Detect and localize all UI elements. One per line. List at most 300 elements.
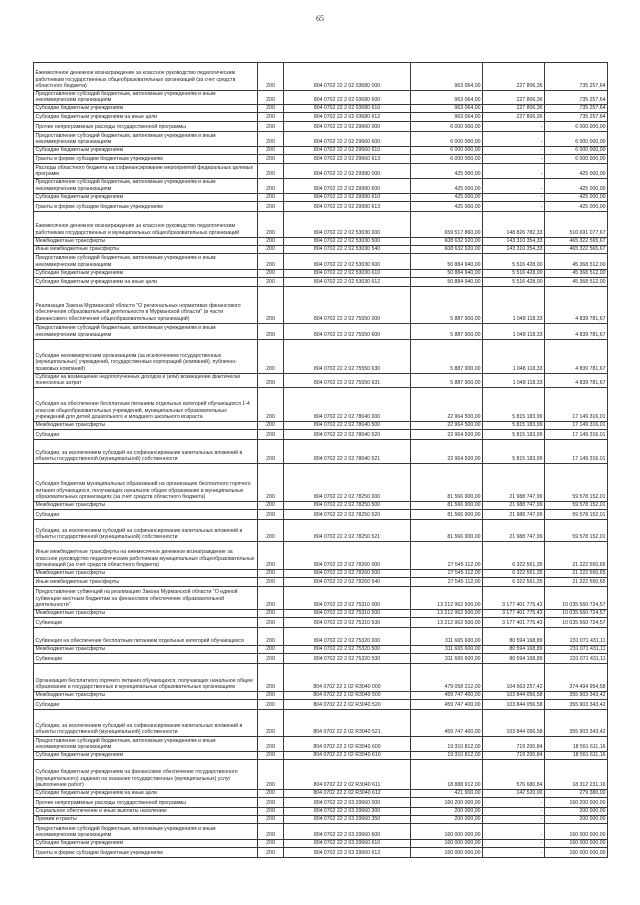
- row-classification-code: 804 0702 22 2 02 29660 613: [284, 155, 411, 164]
- row-classification-code: 804 0702 22 2 02 78040 521: [284, 439, 411, 463]
- table-row: [34, 519, 608, 541]
- row-description: Предоставление субсидий бюджетным, автономным учреждениям и иным некоммерческим организациям: [34, 91, 258, 105]
- remaining-amount: 17 149 316,01: [545, 387, 608, 421]
- executed-amount: 1 048 118,33: [483, 339, 545, 373]
- row-description: Предоставление субсидий бюджетным, автономным учреждениям и иным некоммерческим организациям: [34, 823, 258, 839]
- row-description: Предоставление субсидий бюджетным, автономным учреждениям и иным некоммерческим организациям: [34, 253, 258, 269]
- row-classification-code: 804 0702 22 2 02 03680 600: [284, 91, 411, 105]
- row-line-code: 200: [258, 105, 284, 113]
- remaining-amount: 6 000 000,00: [545, 122, 608, 132]
- row-description: Гранты в форме субсидии бюджетным учреждениям: [34, 847, 258, 857]
- remaining-amount: 59 578 152,01: [545, 501, 608, 509]
- assigned-amount: 50 884 940,00: [411, 253, 483, 269]
- row-line-code: 200: [258, 201, 284, 211]
- remaining-amount: 6 000 000,00: [545, 155, 608, 164]
- executed-amount: 103 844 056,58: [483, 691, 545, 699]
- row-line-code: 200: [258, 122, 284, 132]
- executed-amount: 227 806,36: [483, 91, 545, 105]
- remaining-amount: 17 149 316,01: [545, 421, 608, 429]
- assigned-amount: 50 884 940,00: [411, 277, 483, 286]
- row-description: Гранты в форме субсидии бюджетным учреждениям: [34, 155, 258, 164]
- row-description: Иные межбюджетные трансферты: [34, 245, 258, 253]
- executed-amount: 227 806,36: [483, 105, 545, 113]
- row-classification-code: 804 0702 22 2 02 78260 540: [284, 577, 411, 586]
- executed-amount: 143 310 354,33: [483, 245, 545, 253]
- remaining-amount: 465 322 565,67: [545, 237, 608, 245]
- row-classification-code: 804 0702 22 2 02 R3040 500: [284, 691, 411, 699]
- executed-amount: 719 200,84: [483, 736, 545, 751]
- row-description: Субсидия бюджетам муниципальных образований на организацию бесплатного горячего питания обучающихся, получающих начальное общее образование в муниципальных образовательных организациях (за счет средств областного бюджета): [34, 463, 258, 501]
- row-description: Субсидии, за исключением субсидий на софинансирование капитальных вложений в объекты государственной (муниципальной) собственности: [34, 519, 258, 541]
- row-line-code: 200: [258, 421, 284, 429]
- row-description: Субсидии, за исключением субсидий на софинансирование капитальных вложений в объекты государственной (муниципальной) собственности: [34, 709, 258, 736]
- remaining-amount: 231 071 431,11: [545, 627, 608, 645]
- row-description: Субсидии: [34, 429, 258, 439]
- executed-amount: 1 048 118,33: [483, 323, 545, 339]
- assigned-amount: 22 964 500,00: [411, 439, 483, 463]
- row-line-code: 200: [258, 645, 284, 653]
- row-classification-code: 804 0702 22 2 02 75550 630: [284, 339, 411, 373]
- row-classification-code: 804 0702 22 2 02 75320 530: [284, 653, 411, 663]
- row-classification-code: 804 0702 22 2 02 R3040 610: [284, 751, 411, 759]
- executed-amount: 104 563 257,42: [483, 663, 545, 691]
- remaining-amount: 21 222 550,65: [545, 577, 608, 586]
- executed-amount: 227 806,36: [483, 113, 545, 122]
- table-row: [34, 645, 608, 653]
- assigned-amount: 963 064,00: [411, 63, 483, 91]
- table-row: [34, 113, 608, 122]
- remaining-amount: 160 000 000,00: [545, 823, 608, 839]
- executed-amount: -: [483, 155, 545, 164]
- table-row: [34, 193, 608, 201]
- executed-amount: 5 815 183,99: [483, 439, 545, 463]
- remaining-amount: 21 222 550,65: [545, 541, 608, 569]
- row-line-code: 200: [258, 147, 284, 155]
- executed-amount: -: [483, 179, 545, 193]
- executed-amount: 103 844 056,58: [483, 699, 545, 709]
- assigned-amount: 6 000 000,00: [411, 132, 483, 147]
- assigned-amount: 200 000,00: [411, 807, 483, 815]
- row-line-code: 200: [258, 609, 284, 617]
- row-line-code: 200: [258, 179, 284, 193]
- table-row: [34, 759, 608, 789]
- table-row: [34, 201, 608, 211]
- row-line-code: 200: [258, 569, 284, 577]
- table-row: [34, 463, 608, 501]
- remaining-amount: 735 257,64: [545, 91, 608, 105]
- row-line-code: 200: [258, 286, 284, 323]
- table-row: [34, 509, 608, 519]
- assigned-amount: 459 747 400,00: [411, 699, 483, 709]
- table-row: [34, 421, 608, 429]
- row-description: Субсидии бюджетным учреждениям на иные цели: [34, 789, 258, 797]
- assigned-amount: 13 212 962 500,00: [411, 609, 483, 617]
- row-description: Субвенция на обеспечение бесплатным питанием отдельных категорий обучающихся: [34, 627, 258, 645]
- executed-amount: -: [483, 797, 545, 807]
- remaining-amount: 17 149 316,01: [545, 429, 608, 439]
- row-line-code: 200: [258, 277, 284, 286]
- assigned-amount: 425 000,00: [411, 201, 483, 211]
- row-classification-code: 804 0702 22 2 02 78040 000: [284, 387, 411, 421]
- row-line-code: 200: [258, 245, 284, 253]
- row-line-code: 200: [258, 823, 284, 839]
- remaining-amount: 10 035 560 724,57: [545, 586, 608, 609]
- assigned-amount: 27 545 112,00: [411, 541, 483, 569]
- executed-amount: 3 177 401 775,43: [483, 586, 545, 609]
- assigned-amount: 5 887 900,00: [411, 286, 483, 323]
- table-row: [34, 245, 608, 253]
- table-row: [34, 699, 608, 709]
- table-row: [34, 569, 608, 577]
- row-description: Реализация Закона Мурманской области "О региональных нормативах финансового обеспечения образовательной деятельности в Мурманской области" (в части финансового обеспечения общеобразовательных организаций): [34, 286, 258, 323]
- table-row: [34, 277, 608, 286]
- row-description: Субсидии: [34, 509, 258, 519]
- row-description: Межбюджетные трансферты: [34, 237, 258, 245]
- row-classification-code: 804 0702 22 2 02 29660 600: [284, 132, 411, 147]
- row-classification-code: 804 0702 22 2 02 75550 000: [284, 286, 411, 323]
- row-description: Иные межбюджетные трансферты: [34, 577, 258, 586]
- row-classification-code: 804 0702 22 2 02 78040 520: [284, 429, 411, 439]
- row-description: Организация бесплатного горячего питания обучающихся, получающих начальное общее образование в государственных и муниципальных образовательных организациях: [34, 663, 258, 691]
- row-classification-code: 804 0702 22 2 03 29660 613: [284, 847, 411, 857]
- executed-amount: -: [483, 823, 545, 839]
- row-description: Иные межбюджетные трансферты на ежемесячное денежное вознаграждение за классное руководство педагогическим работникам муниципальных общеобразовательных организаций (за счет средств областного бюджета): [34, 541, 258, 569]
- row-classification-code: 804 0702 22 2 02 R3040 520: [284, 699, 411, 709]
- table-row: [34, 807, 608, 815]
- assigned-amount: 160 000 000,00: [411, 847, 483, 857]
- row-classification-code: 804 0702 22 2 02 75310 530: [284, 617, 411, 627]
- assigned-amount: 13 212 962 500,00: [411, 617, 483, 627]
- row-line-code: 200: [258, 519, 284, 541]
- row-line-code: 200: [258, 759, 284, 789]
- executed-amount: 3 177 401 775,43: [483, 609, 545, 617]
- remaining-amount: 4 839 781,67: [545, 323, 608, 339]
- assigned-amount: 81 566 900,00: [411, 509, 483, 519]
- executed-amount: 148 826 782,33: [483, 211, 545, 237]
- row-line-code: 200: [258, 113, 284, 122]
- row-line-code: 200: [258, 211, 284, 237]
- table-row: [34, 617, 608, 627]
- row-line-code: 200: [258, 339, 284, 373]
- executed-amount: 80 594 168,89: [483, 645, 545, 653]
- executed-amount: 719 200,84: [483, 751, 545, 759]
- executed-amount: 5 516 428,00: [483, 253, 545, 269]
- executed-amount: 5 815 183,99: [483, 429, 545, 439]
- row-line-code: 200: [258, 839, 284, 847]
- executed-amount: 5 516 428,00: [483, 277, 545, 286]
- assigned-amount: 160 000 000,00: [411, 823, 483, 839]
- table-row: [34, 577, 608, 586]
- table-row: [34, 164, 608, 179]
- remaining-amount: 355 903 343,42: [545, 709, 608, 736]
- table-row: [34, 541, 608, 569]
- assigned-amount: 311 665 600,00: [411, 645, 483, 653]
- remaining-amount: 160 000 000,00: [545, 839, 608, 847]
- assigned-amount: 81 566 900,00: [411, 519, 483, 541]
- row-classification-code: 804 0702 22 2 02 53030 500: [284, 237, 411, 245]
- assigned-amount: 13 212 962 500,00: [411, 586, 483, 609]
- row-classification-code: 804 0702 22 2 02 R3040 612: [284, 789, 411, 797]
- assigned-amount: 81 566 900,00: [411, 501, 483, 509]
- remaining-amount: 6 000 000,00: [545, 147, 608, 155]
- row-description: Субсидии некоммерческим организациям (за исключением государственных (муниципальных) учреждений, государственных корпораций (компаний), публично-правовых компаний): [34, 339, 258, 373]
- remaining-amount: 17 149 316,01: [545, 439, 608, 463]
- assigned-amount: 22 964 500,00: [411, 429, 483, 439]
- assigned-amount: 6 000 000,00: [411, 122, 483, 132]
- row-description: Субсидии на возмещение недополученных доходов и (или) возмещение фактически понесенных затрат: [34, 373, 258, 387]
- row-classification-code: 804 0702 22 2 02 78250 500: [284, 501, 411, 509]
- row-classification-code: 804 0702 22 2 02 78040 500: [284, 421, 411, 429]
- table-row: [34, 429, 608, 439]
- budget-table: [33, 62, 608, 858]
- remaining-amount: 6 000 000,00: [545, 132, 608, 147]
- remaining-amount: 735 257,64: [545, 113, 608, 122]
- table-row: [34, 823, 608, 839]
- assigned-amount: 5 887 900,00: [411, 339, 483, 373]
- page-number: 65: [316, 14, 324, 23]
- assigned-amount: 459 747 400,00: [411, 691, 483, 699]
- assigned-amount: 459 747 400,00: [411, 709, 483, 736]
- row-description: Субсидии бюджетным учреждениям: [34, 269, 258, 277]
- row-classification-code: 804 0702 22 2 02 75550 600: [284, 323, 411, 339]
- remaining-amount: 59 578 152,01: [545, 519, 608, 541]
- assigned-amount: 425 000,00: [411, 193, 483, 201]
- table-row: [34, 105, 608, 113]
- row-classification-code: 804 0702 22 2 02 29660 610: [284, 147, 411, 155]
- row-classification-code: 804 0702 22 2 02 29990 610: [284, 193, 411, 201]
- table-row: [34, 751, 608, 759]
- executed-amount: -: [483, 815, 545, 823]
- assigned-amount: 6 000 000,00: [411, 147, 483, 155]
- remaining-amount: 735 257,64: [545, 63, 608, 91]
- table-row: [34, 269, 608, 277]
- executed-amount: 21 988 747,99: [483, 463, 545, 501]
- row-classification-code: 804 0702 22 2 02 29990 000: [284, 164, 411, 179]
- row-description: Субсидии бюджетным учреждениям: [34, 193, 258, 201]
- row-description: Премии и гранты: [34, 815, 258, 823]
- row-line-code: 200: [258, 789, 284, 797]
- remaining-amount: 160 000 000,00: [545, 847, 608, 857]
- row-classification-code: 804 0702 22 2 02 03680 610: [284, 105, 411, 113]
- executed-amount: 5 815 183,99: [483, 387, 545, 421]
- remaining-amount: 425 000,00: [545, 201, 608, 211]
- table-row: [34, 132, 608, 147]
- row-line-code: 200: [258, 253, 284, 269]
- remaining-amount: 45 368 512,00: [545, 269, 608, 277]
- table-row: [34, 253, 608, 269]
- assigned-amount: 963 064,00: [411, 91, 483, 105]
- assigned-amount: 6 000 000,00: [411, 155, 483, 164]
- row-line-code: 200: [258, 439, 284, 463]
- assigned-amount: 27 545 112,00: [411, 569, 483, 577]
- row-description: Межбюджетные трансферты: [34, 501, 258, 509]
- remaining-amount: 355 903 343,42: [545, 699, 608, 709]
- remaining-amount: 45 368 512,00: [545, 253, 608, 269]
- row-line-code: 200: [258, 617, 284, 627]
- row-description: Межбюджетные трансферты: [34, 645, 258, 653]
- table-row: [34, 663, 608, 691]
- row-line-code: 200: [258, 663, 284, 691]
- row-line-code: 200: [258, 797, 284, 807]
- row-description: Межбюджетные трансферты: [34, 691, 258, 699]
- remaining-amount: 231 071 431,11: [545, 645, 608, 653]
- row-description: Субсидии бюджетным учреждениям: [34, 839, 258, 847]
- row-classification-code: 804 0702 22 2 02 29990 613: [284, 201, 411, 211]
- row-line-code: 200: [258, 691, 284, 699]
- row-line-code: 200: [258, 709, 284, 736]
- executed-amount: -: [483, 132, 545, 147]
- row-description: Субсидии бюджетным учреждениям на иные цели: [34, 113, 258, 122]
- row-description: Предоставление субсидий бюджетным, автономным учреждениям и иным некоммерческим организациям: [34, 323, 258, 339]
- row-line-code: 200: [258, 463, 284, 501]
- row-line-code: 200: [258, 751, 284, 759]
- table-row: [34, 155, 608, 164]
- table-row: [34, 847, 608, 857]
- assigned-amount: 18 888 912,00: [411, 759, 483, 789]
- executed-amount: 5 516 428,00: [483, 269, 545, 277]
- row-classification-code: 804 0702 22 2 02 53030 540: [284, 245, 411, 253]
- table-row: [34, 815, 608, 823]
- row-classification-code: 804 0702 22 2 02 03680 612: [284, 113, 411, 122]
- remaining-amount: 374 494 954,58: [545, 663, 608, 691]
- row-line-code: 200: [258, 736, 284, 751]
- row-line-code: 200: [258, 323, 284, 339]
- row-description: Субсидия на обеспечение бесплатным питанием отдельных категорий обучающихся 1-4 классов общеобразовательных учреждений, муниципальных образовательных учреждений для детей дошкольного и младшего школьного возраста: [34, 387, 258, 421]
- remaining-amount: 4 839 781,67: [545, 286, 608, 323]
- remaining-amount: 200 000,00: [545, 807, 608, 815]
- row-line-code: 200: [258, 586, 284, 609]
- table-row: [34, 91, 608, 105]
- assigned-amount: 5 887 900,00: [411, 323, 483, 339]
- row-classification-code: 804 0702 22 2 02 53030 600: [284, 253, 411, 269]
- table-row: [34, 736, 608, 751]
- executed-amount: -: [483, 839, 545, 847]
- row-classification-code: 804 0702 22 2 03 29660 000: [284, 797, 411, 807]
- executed-amount: -: [483, 807, 545, 815]
- row-classification-code: 804 0702 22 2 02 29990 600: [284, 179, 411, 193]
- table-row: [34, 339, 608, 373]
- executed-amount: -: [483, 193, 545, 201]
- executed-amount: 227 806,36: [483, 63, 545, 91]
- table-row: [34, 237, 608, 245]
- row-description: Межбюджетные трансферты: [34, 421, 258, 429]
- executed-amount: 142 520,00: [483, 789, 545, 797]
- assigned-amount: 425 000,00: [411, 179, 483, 193]
- executed-amount: -: [483, 147, 545, 155]
- table-row: [34, 211, 608, 237]
- row-line-code: 200: [258, 164, 284, 179]
- table-row: [34, 609, 608, 617]
- assigned-amount: 200 000,00: [411, 815, 483, 823]
- assigned-amount: 81 566 900,00: [411, 463, 483, 501]
- row-line-code: 200: [258, 193, 284, 201]
- assigned-amount: 608 632 920,00: [411, 245, 483, 253]
- executed-amount: 1 048 118,33: [483, 373, 545, 387]
- row-classification-code: 804 0702 22 2 02 75310 000: [284, 586, 411, 609]
- row-line-code: 200: [258, 699, 284, 709]
- assigned-amount: 963 064,00: [411, 105, 483, 113]
- executed-amount: 143 310 354,33: [483, 237, 545, 245]
- assigned-amount: 425 000,00: [411, 164, 483, 179]
- row-classification-code: 804 0702 22 2 02 78250 000: [284, 463, 411, 501]
- table-row: [34, 797, 608, 807]
- row-description: Межбюджетные трансферты: [34, 569, 258, 577]
- remaining-amount: 18 312 231,16: [545, 759, 608, 789]
- row-classification-code: 804 0702 22 2 02 03680 000: [284, 63, 411, 91]
- row-description: Субсидии бюджетным учреждениям на иные цели: [34, 277, 258, 286]
- remaining-amount: 425 000,00: [545, 179, 608, 193]
- remaining-amount: 231 071 431,11: [545, 653, 608, 663]
- executed-amount: 3 177 401 775,43: [483, 617, 545, 627]
- assigned-amount: 311 665 600,00: [411, 627, 483, 645]
- executed-amount: 103 844 056,58: [483, 709, 545, 736]
- row-classification-code: 804 0702 22 2 02 75310 500: [284, 609, 411, 617]
- executed-amount: 21 988 747,99: [483, 519, 545, 541]
- row-line-code: 200: [258, 373, 284, 387]
- executed-amount: -: [483, 847, 545, 857]
- row-classification-code: 804 0702 22 2 02 53030 610: [284, 269, 411, 277]
- row-line-code: 200: [258, 509, 284, 519]
- table-row: [34, 122, 608, 132]
- remaining-amount: 735 257,64: [545, 105, 608, 113]
- row-classification-code: 804 0702 22 2 02 29660 000: [284, 122, 411, 132]
- assigned-amount: 22 964 500,00: [411, 387, 483, 421]
- executed-amount: 6 322 561,35: [483, 577, 545, 586]
- assigned-amount: 608 632 920,00: [411, 237, 483, 245]
- row-classification-code: 804 0702 22 2 03 29660 350: [284, 815, 411, 823]
- row-classification-code: 804 0702 22 2 02 R3040 600: [284, 736, 411, 751]
- row-classification-code: 804 0702 22 2 03 29660 600: [284, 823, 411, 839]
- table-row: [34, 63, 608, 91]
- remaining-amount: 10 035 560 724,57: [545, 609, 608, 617]
- table-row: [34, 373, 608, 387]
- executed-amount: 6 322 561,35: [483, 541, 545, 569]
- row-line-code: 200: [258, 653, 284, 663]
- row-line-code: 200: [258, 269, 284, 277]
- executed-amount: -: [483, 164, 545, 179]
- executed-amount: 21 988 747,99: [483, 509, 545, 519]
- row-classification-code: 804 0702 22 2 02 53030 612: [284, 277, 411, 286]
- table-row: [34, 691, 608, 699]
- table-row: [34, 501, 608, 509]
- assigned-amount: 5 887 900,00: [411, 373, 483, 387]
- row-description: Субвенции: [34, 617, 258, 627]
- row-classification-code: 804 0702 22 2 03 29660 300: [284, 807, 411, 815]
- table-row: [34, 323, 608, 339]
- assigned-amount: 160 200 000,00: [411, 797, 483, 807]
- row-classification-code: 804 0702 22 2 02 78260 500: [284, 569, 411, 577]
- row-classification-code: 804 0702 22 2 02 75320 000: [284, 627, 411, 645]
- assigned-amount: 160 000 000,00: [411, 839, 483, 847]
- row-line-code: 200: [258, 237, 284, 245]
- assigned-amount: 479 058 212,00: [411, 663, 483, 691]
- row-description: Гранты в форме субсидии бюджетным учреждениям: [34, 201, 258, 211]
- row-description: Субсидии: [34, 699, 258, 709]
- table-row: [34, 147, 608, 155]
- remaining-amount: 59 578 152,01: [545, 509, 608, 519]
- row-line-code: 200: [258, 815, 284, 823]
- remaining-amount: 4 839 781,67: [545, 373, 608, 387]
- assigned-amount: 311 665 600,00: [411, 653, 483, 663]
- table-row: [34, 839, 608, 847]
- row-description: Субсидии бюджетным учреждениям: [34, 105, 258, 113]
- row-description: Расходы областного бюджета на софинансирование мероприятий федеральных целевых программ: [34, 164, 258, 179]
- table-row: [34, 439, 608, 463]
- remaining-amount: 45 368 512,00: [545, 277, 608, 286]
- table-row: [34, 627, 608, 645]
- executed-amount: 80 594 168,89: [483, 653, 545, 663]
- executed-amount: 1 048 118,33: [483, 286, 545, 323]
